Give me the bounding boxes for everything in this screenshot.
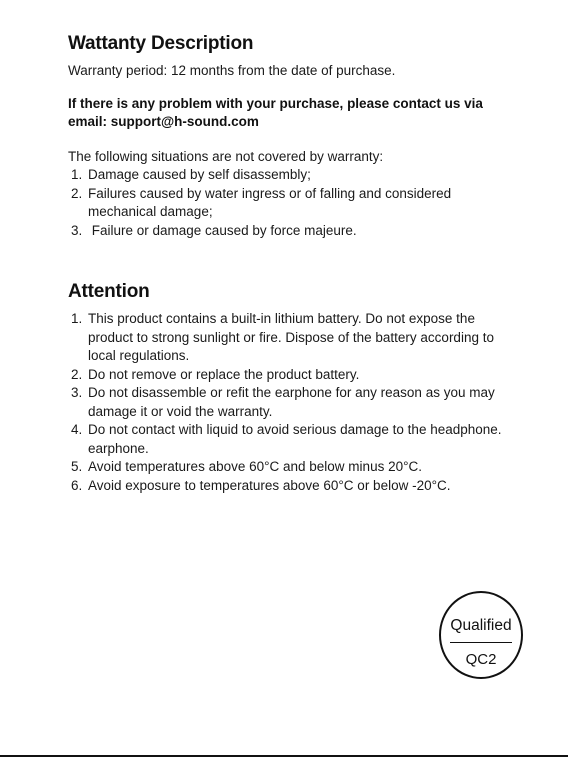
- list-item-number: 1.: [71, 167, 83, 182]
- list-item: [68, 166, 478, 185]
- list-item-text: Failure or damage caused by force majeure.: [88, 222, 357, 238]
- list-item: [68, 185, 478, 222]
- attention-heading: Attention: [68, 281, 150, 302]
- list-item: [68, 310, 508, 366]
- seal-code: QC2: [465, 651, 497, 668]
- list-item-text: Do not remove or replace the product battery.: [88, 366, 360, 382]
- list-item-number: 3.: [71, 222, 83, 238]
- list-item-number: 6.: [71, 477, 83, 493]
- seal-divider: [450, 642, 512, 643]
- list-item-number: 4.: [71, 422, 83, 437]
- list-item-text: Damage caused by self disassembly;: [88, 167, 311, 182]
- list-item-text: Avoid temperatures above 60°C and below minus 20°C.: [88, 459, 422, 474]
- list-item: [68, 421, 508, 458]
- warranty-period: Warranty period: 12 months from the date of purchase.: [68, 63, 396, 78]
- contact-notice: If there is any problem with your purchase, please contact us via email: support@h-sound.com: [68, 96, 483, 129]
- list-item: [68, 366, 508, 385]
- warranty-exclusions-intro: The following situations are not covered by warranty:: [68, 149, 384, 164]
- qc-seal: [439, 591, 523, 679]
- list-item-text: This product contains a built-in lithium battery. Do not expose the product to strong sunlight or fire. Dispose of the battery according to local regulations.: [88, 311, 494, 363]
- list-item-number: 2.: [71, 366, 83, 382]
- attention-list: [68, 310, 508, 495]
- list-item: [68, 458, 508, 477]
- list-item-number: 5.: [71, 459, 83, 474]
- seal-label: Qualified: [450, 617, 512, 634]
- list-item-text: Do not disassemble or refit the earphone for any reason as you may damage it or void the warranty.: [88, 385, 495, 419]
- list-item: [68, 477, 508, 496]
- list-item: [68, 384, 508, 421]
- warranty-heading: Wattanty Description: [68, 33, 254, 54]
- list-item: [68, 222, 478, 241]
- list-item-text: Do not contact with liquid to avoid serious damage to the headphone. earphone.: [88, 422, 502, 456]
- list-item-text: Failures caused by water ingress or of falling and considered mechanical damage;: [88, 185, 452, 219]
- warranty-exclusions-list: [68, 166, 478, 240]
- list-item-number: 3.: [71, 385, 83, 400]
- list-item-number: 1.: [71, 311, 83, 326]
- list-item-number: 2.: [71, 185, 83, 201]
- list-item-text: Avoid exposure to temperatures above 60°C or below -20°C.: [88, 477, 451, 493]
